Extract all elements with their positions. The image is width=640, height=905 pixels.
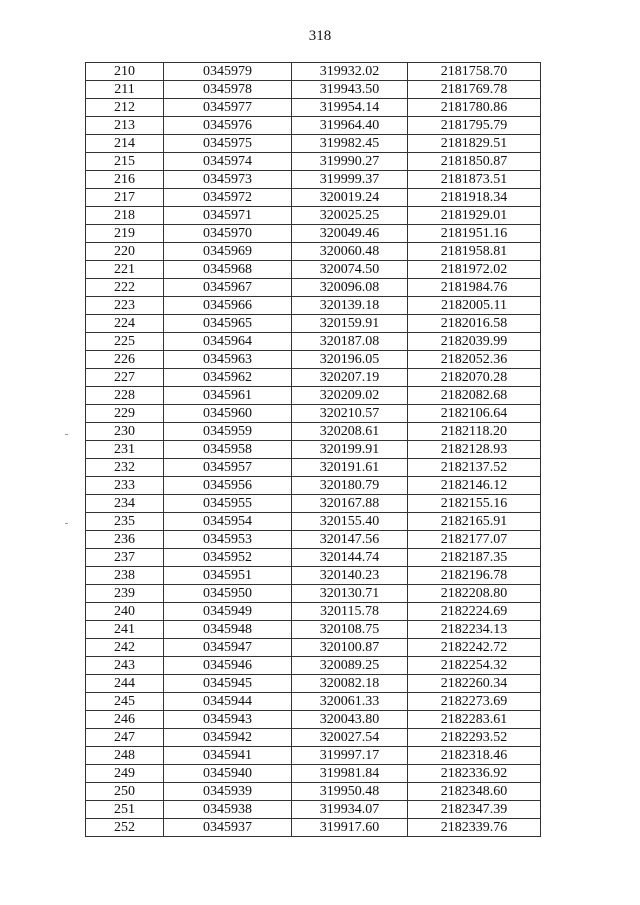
y-coordinate-cell: 2181795.79: [408, 117, 541, 135]
row-number-cell: 229: [86, 405, 164, 423]
point-code-cell: 0345942: [164, 729, 292, 747]
table-row: [86, 225, 541, 243]
row-number-cell: 247: [86, 729, 164, 747]
point-code-cell: 0345938: [164, 801, 292, 819]
point-code-cell: 0345974: [164, 153, 292, 171]
point-code-cell: 0345971: [164, 207, 292, 225]
y-coordinate-cell: 2182347.39: [408, 801, 541, 819]
row-number-cell: 230: [86, 423, 164, 441]
row-number-cell: 215: [86, 153, 164, 171]
table-row: [86, 207, 541, 225]
y-coordinate-cell: 2181984.76: [408, 279, 541, 297]
x-coordinate-cell: 319981.84: [292, 765, 408, 783]
y-coordinate-cell: 2181951.16: [408, 225, 541, 243]
point-code-cell: 0345945: [164, 675, 292, 693]
row-number-cell: 236: [86, 531, 164, 549]
x-coordinate-cell: 320019.24: [292, 189, 408, 207]
y-coordinate-cell: 2181769.78: [408, 81, 541, 99]
point-code-cell: 0345957: [164, 459, 292, 477]
x-coordinate-cell: 320209.02: [292, 387, 408, 405]
row-number-cell: 231: [86, 441, 164, 459]
table-row: [86, 459, 541, 477]
table-row: [86, 261, 541, 279]
row-number-cell: 248: [86, 747, 164, 765]
table-row: [86, 657, 541, 675]
y-coordinate-cell: 2182128.93: [408, 441, 541, 459]
y-coordinate-cell: 2182155.16: [408, 495, 541, 513]
point-code-cell: 0345950: [164, 585, 292, 603]
y-coordinate-cell: 2182348.60: [408, 783, 541, 801]
point-code-cell: 0345975: [164, 135, 292, 153]
x-coordinate-cell: 319950.48: [292, 783, 408, 801]
y-coordinate-cell: 2182242.72: [408, 639, 541, 657]
y-coordinate-cell: 2182016.58: [408, 315, 541, 333]
row-number-cell: 234: [86, 495, 164, 513]
point-code-cell: 0345948: [164, 621, 292, 639]
point-code-cell: 0345956: [164, 477, 292, 495]
row-number-cell: 250: [86, 783, 164, 801]
point-code-cell: 0345955: [164, 495, 292, 513]
table-row: [86, 783, 541, 801]
table-row: [86, 423, 541, 441]
x-coordinate-cell: 319982.45: [292, 135, 408, 153]
point-code-cell: 0345944: [164, 693, 292, 711]
row-number-cell: 219: [86, 225, 164, 243]
page-number: 318: [308, 28, 332, 44]
x-coordinate-cell: 320140.23: [292, 567, 408, 585]
x-coordinate-cell: 320196.05: [292, 351, 408, 369]
row-number-cell: 225: [86, 333, 164, 351]
y-coordinate-cell: 2181758.70: [408, 63, 541, 81]
table-row: [86, 513, 541, 531]
y-coordinate-cell: 2182118.20: [408, 423, 541, 441]
table-row: [86, 639, 541, 657]
row-number-cell: 243: [86, 657, 164, 675]
table-row: [86, 405, 541, 423]
y-coordinate-cell: 2182052.36: [408, 351, 541, 369]
x-coordinate-cell: 320159.91: [292, 315, 408, 333]
x-coordinate-cell: 319954.14: [292, 99, 408, 117]
point-code-cell: 0345976: [164, 117, 292, 135]
x-coordinate-cell: 320144.74: [292, 549, 408, 567]
table-row: [86, 495, 541, 513]
row-number-cell: 213: [86, 117, 164, 135]
x-coordinate-cell: 320049.46: [292, 225, 408, 243]
table-row: [86, 153, 541, 171]
point-code-cell: 0345966: [164, 297, 292, 315]
coordinates-table-body: [86, 63, 541, 837]
table-row: [86, 63, 541, 81]
row-number-cell: 239: [86, 585, 164, 603]
table-row: [86, 675, 541, 693]
row-number-cell: 227: [86, 369, 164, 387]
row-number-cell: 240: [86, 603, 164, 621]
row-number-cell: 226: [86, 351, 164, 369]
y-coordinate-cell: 2182005.11: [408, 297, 541, 315]
table-row: [86, 135, 541, 153]
table-row: [86, 711, 541, 729]
table-row: [86, 279, 541, 297]
x-coordinate-cell: 320027.54: [292, 729, 408, 747]
point-code-cell: 0345973: [164, 171, 292, 189]
row-number-cell: 210: [86, 63, 164, 81]
point-code-cell: 0345941: [164, 747, 292, 765]
x-coordinate-cell: 320074.50: [292, 261, 408, 279]
y-coordinate-cell: 2182039.99: [408, 333, 541, 351]
row-number-cell: 220: [86, 243, 164, 261]
x-coordinate-cell: 320180.79: [292, 477, 408, 495]
row-number-cell: 216: [86, 171, 164, 189]
y-coordinate-cell: 2182070.28: [408, 369, 541, 387]
x-coordinate-cell: 319934.07: [292, 801, 408, 819]
point-code-cell: 0345940: [164, 765, 292, 783]
x-coordinate-cell: 320060.48: [292, 243, 408, 261]
y-coordinate-cell: 2182165.91: [408, 513, 541, 531]
x-coordinate-cell: 319932.02: [292, 63, 408, 81]
y-coordinate-cell: 2182283.61: [408, 711, 541, 729]
point-code-cell: 0345968: [164, 261, 292, 279]
table-row: [86, 765, 541, 783]
row-number-cell: 233: [86, 477, 164, 495]
row-number-cell: 228: [86, 387, 164, 405]
table-row: [86, 801, 541, 819]
point-code-cell: 0345978: [164, 81, 292, 99]
x-coordinate-cell: 320082.18: [292, 675, 408, 693]
y-coordinate-cell: 2181873.51: [408, 171, 541, 189]
table-row: [86, 387, 541, 405]
x-coordinate-cell: 319999.37: [292, 171, 408, 189]
point-code-cell: 0345967: [164, 279, 292, 297]
y-coordinate-cell: 2181918.34: [408, 189, 541, 207]
x-coordinate-cell: 319997.17: [292, 747, 408, 765]
x-coordinate-cell: 320155.40: [292, 513, 408, 531]
x-coordinate-cell: 320210.57: [292, 405, 408, 423]
y-coordinate-cell: 2182177.07: [408, 531, 541, 549]
row-number-cell: 221: [86, 261, 164, 279]
point-code-cell: 0345943: [164, 711, 292, 729]
x-coordinate-cell: 320115.78: [292, 603, 408, 621]
table-row: [86, 621, 541, 639]
x-coordinate-cell: 320100.87: [292, 639, 408, 657]
point-code-cell: 0345937: [164, 819, 292, 837]
table-row: [86, 729, 541, 747]
table-row: [86, 477, 541, 495]
point-code-cell: 0345972: [164, 189, 292, 207]
row-number-cell: 212: [86, 99, 164, 117]
row-number-cell: 244: [86, 675, 164, 693]
row-number-cell: 242: [86, 639, 164, 657]
row-number-cell: 246: [86, 711, 164, 729]
y-coordinate-cell: 2182082.68: [408, 387, 541, 405]
point-code-cell: 0345964: [164, 333, 292, 351]
point-code-cell: 0345954: [164, 513, 292, 531]
y-coordinate-cell: 2182254.32: [408, 657, 541, 675]
row-number-cell: 217: [86, 189, 164, 207]
x-coordinate-cell: 319990.27: [292, 153, 408, 171]
table-row: [86, 369, 541, 387]
y-coordinate-cell: 2182234.13: [408, 621, 541, 639]
table-row: [86, 117, 541, 135]
y-coordinate-cell: 2182318.46: [408, 747, 541, 765]
margin-mark: [65, 434, 68, 435]
y-coordinate-cell: 2182273.69: [408, 693, 541, 711]
table-row: [86, 333, 541, 351]
y-coordinate-cell: 2182187.35: [408, 549, 541, 567]
point-code-cell: 0345939: [164, 783, 292, 801]
point-code-cell: 0345965: [164, 315, 292, 333]
table-row: [86, 819, 541, 837]
table-row: [86, 549, 541, 567]
y-coordinate-cell: 2181929.01: [408, 207, 541, 225]
y-coordinate-cell: 2182106.64: [408, 405, 541, 423]
point-code-cell: 0345952: [164, 549, 292, 567]
y-coordinate-cell: 2182137.52: [408, 459, 541, 477]
table-row: [86, 531, 541, 549]
y-coordinate-cell: 2182336.92: [408, 765, 541, 783]
y-coordinate-cell: 2182224.69: [408, 603, 541, 621]
table-row: [86, 297, 541, 315]
x-coordinate-cell: 320187.08: [292, 333, 408, 351]
x-coordinate-cell: 320130.71: [292, 585, 408, 603]
point-code-cell: 0345949: [164, 603, 292, 621]
row-number-cell: 252: [86, 819, 164, 837]
point-code-cell: 0345961: [164, 387, 292, 405]
table-row: [86, 171, 541, 189]
point-code-cell: 0345962: [164, 369, 292, 387]
x-coordinate-cell: 319917.60: [292, 819, 408, 837]
point-code-cell: 0345977: [164, 99, 292, 117]
y-coordinate-cell: 2182293.52: [408, 729, 541, 747]
row-number-cell: 223: [86, 297, 164, 315]
y-coordinate-cell: 2181958.81: [408, 243, 541, 261]
table-row: [86, 189, 541, 207]
y-coordinate-cell: 2182208.80: [408, 585, 541, 603]
table-row: [86, 567, 541, 585]
row-number-cell: 222: [86, 279, 164, 297]
table-row: [86, 747, 541, 765]
table-row: [86, 81, 541, 99]
table-row: [86, 99, 541, 117]
y-coordinate-cell: 2181780.86: [408, 99, 541, 117]
y-coordinate-cell: 2182196.78: [408, 567, 541, 585]
point-code-cell: 0345963: [164, 351, 292, 369]
row-number-cell: 241: [86, 621, 164, 639]
x-coordinate-cell: 320089.25: [292, 657, 408, 675]
row-number-cell: 214: [86, 135, 164, 153]
row-number-cell: 238: [86, 567, 164, 585]
row-number-cell: 211: [86, 81, 164, 99]
row-number-cell: 245: [86, 693, 164, 711]
row-number-cell: 237: [86, 549, 164, 567]
y-coordinate-cell: 2182339.76: [408, 819, 541, 837]
point-code-cell: 0345951: [164, 567, 292, 585]
point-code-cell: 0345947: [164, 639, 292, 657]
y-coordinate-cell: 2182260.34: [408, 675, 541, 693]
x-coordinate-cell: 320061.33: [292, 693, 408, 711]
table-row: [86, 693, 541, 711]
coordinates-table: [85, 62, 541, 837]
row-number-cell: 251: [86, 801, 164, 819]
y-coordinate-cell: 2181829.51: [408, 135, 541, 153]
table-row: [86, 243, 541, 261]
table-row: [86, 441, 541, 459]
row-number-cell: 235: [86, 513, 164, 531]
point-code-cell: 0345958: [164, 441, 292, 459]
x-coordinate-cell: 320147.56: [292, 531, 408, 549]
point-code-cell: 0345953: [164, 531, 292, 549]
y-coordinate-cell: 2181850.87: [408, 153, 541, 171]
row-number-cell: 218: [86, 207, 164, 225]
x-coordinate-cell: 319943.50: [292, 81, 408, 99]
x-coordinate-cell: 320199.91: [292, 441, 408, 459]
y-coordinate-cell: 2182146.12: [408, 477, 541, 495]
x-coordinate-cell: 320108.75: [292, 621, 408, 639]
point-code-cell: 0345960: [164, 405, 292, 423]
x-coordinate-cell: 320043.80: [292, 711, 408, 729]
x-coordinate-cell: 320208.61: [292, 423, 408, 441]
x-coordinate-cell: 320167.88: [292, 495, 408, 513]
point-code-cell: 0345979: [164, 63, 292, 81]
table-row: [86, 351, 541, 369]
row-number-cell: 249: [86, 765, 164, 783]
x-coordinate-cell: 320139.18: [292, 297, 408, 315]
row-number-cell: 232: [86, 459, 164, 477]
y-coordinate-cell: 2181972.02: [408, 261, 541, 279]
table-row: [86, 585, 541, 603]
x-coordinate-cell: 320207.19: [292, 369, 408, 387]
x-coordinate-cell: 320025.25: [292, 207, 408, 225]
x-coordinate-cell: 319964.40: [292, 117, 408, 135]
margin-mark: [65, 523, 68, 524]
x-coordinate-cell: 320191.61: [292, 459, 408, 477]
point-code-cell: 0345969: [164, 243, 292, 261]
point-code-cell: 0345970: [164, 225, 292, 243]
table-row: [86, 603, 541, 621]
x-coordinate-cell: 320096.08: [292, 279, 408, 297]
table-row: [86, 315, 541, 333]
row-number-cell: 224: [86, 315, 164, 333]
point-code-cell: 0345946: [164, 657, 292, 675]
point-code-cell: 0345959: [164, 423, 292, 441]
